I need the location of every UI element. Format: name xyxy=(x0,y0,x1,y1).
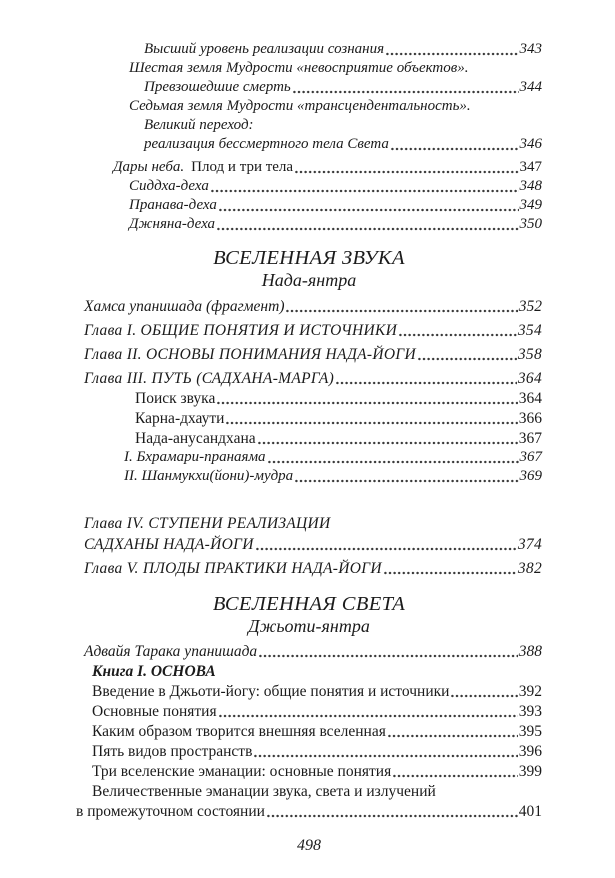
toc-page-number: 352 xyxy=(518,298,542,315)
toc-entry-text: Великий переход: xyxy=(144,117,254,133)
toc-page-number: 354 xyxy=(517,322,542,339)
toc-entry-text: реализация бессмертного тела Света xyxy=(144,136,389,152)
toc-page-number: 401 xyxy=(518,803,542,820)
toc-entry-text: Глава III. ПУТЬ (САДХАНА-МАРГА) xyxy=(84,370,335,387)
dot-leader xyxy=(286,309,517,313)
toc-entry xyxy=(135,408,542,428)
toc-entry xyxy=(124,448,542,467)
dot-leader xyxy=(384,571,517,575)
toc-page-number: 348 xyxy=(519,178,542,194)
toc-entry xyxy=(144,116,542,135)
toc-page-number: 369 xyxy=(519,468,542,484)
toc-page-number: 388 xyxy=(518,643,542,660)
toc-entry xyxy=(84,533,542,554)
toc-entry-text: Хамса упанишада (фрагмент) xyxy=(84,298,285,315)
toc-entry-text: Адвайя Тарака упанишада xyxy=(84,643,258,660)
toc-entry xyxy=(129,215,542,234)
toc-entry xyxy=(144,135,542,154)
toc-entry-text: Пять видов пространств xyxy=(92,743,253,760)
toc-entry xyxy=(144,78,542,97)
toc-entry xyxy=(84,319,542,340)
toc-entry xyxy=(92,781,542,801)
dot-leader xyxy=(391,147,519,151)
toc-entry xyxy=(92,761,542,781)
toc-entry xyxy=(84,343,542,364)
toc-entry xyxy=(129,59,542,78)
dot-leader xyxy=(256,547,517,551)
toc-page-number: 396 xyxy=(518,743,542,760)
section-heading-light xyxy=(76,592,542,636)
toc-page-number: 344 xyxy=(519,79,542,95)
toc-page-number: 364 xyxy=(518,390,542,407)
toc-entry xyxy=(92,741,542,761)
section-heading-sound xyxy=(76,246,542,290)
toc-page-number: 364 xyxy=(517,370,542,387)
toc-entry-text: Каким образом творится внешняя вселенная xyxy=(92,723,386,740)
toc-entry-text: Три вселенские эманации: основные понятия xyxy=(92,763,392,780)
toc-page-number: 395 xyxy=(518,723,542,740)
dot-leader xyxy=(451,694,517,698)
dot-leader xyxy=(254,754,517,758)
dot-leader xyxy=(293,90,519,94)
section-title: ВСЕЛЕННАЯ СВЕТА xyxy=(212,593,406,615)
dot-leader xyxy=(217,227,518,231)
toc-entry-text: Высший уровень реализации сознания xyxy=(144,41,385,57)
dot-leader xyxy=(219,714,518,718)
toc-page-number: 392 xyxy=(518,683,542,700)
toc-entry-text: Нада-анусандхана xyxy=(135,430,256,447)
toc-page-number: 367 xyxy=(518,430,542,447)
toc-entry xyxy=(84,512,542,533)
dot-leader xyxy=(219,208,519,212)
dot-leader xyxy=(336,381,517,385)
toc-entry xyxy=(92,681,542,701)
toc-entry-text: Сиддха-деха xyxy=(129,178,209,194)
toc-entry-text: II. Шанмукхи(йони)-мудра xyxy=(124,468,294,484)
toc-page-number: 350 xyxy=(519,216,542,232)
toc-entry xyxy=(84,557,542,578)
dot-leader xyxy=(258,441,518,445)
dot-leader xyxy=(388,734,518,738)
dot-leader xyxy=(217,401,517,405)
dot-leader xyxy=(211,189,519,193)
toc-page-number: 366 xyxy=(518,410,542,427)
toc-entry xyxy=(129,177,542,196)
toc-entry xyxy=(92,721,542,741)
toc-entry-text: Карна-дхаути xyxy=(135,410,225,427)
toc-entry-text: Глава II. ОСНОВЫ ПОНИМАНИЯ НАДА-ЙОГИ xyxy=(84,346,416,363)
toc-entry-text-italic: Дары неба. xyxy=(113,159,185,175)
dot-leader xyxy=(268,460,519,464)
toc-entry-text: Величественные эманации звука, света и излучений xyxy=(92,783,436,800)
toc-entry-text: Седьмая земля Мудрости «трансцендентальность». xyxy=(129,98,471,114)
toc-entry xyxy=(113,158,542,177)
toc-page-number: 374 xyxy=(517,536,542,553)
toc-entry xyxy=(135,388,542,408)
section-subtitle: Нада-янтра xyxy=(261,270,357,290)
toc-entry xyxy=(76,801,542,821)
folio-page-number: 498 xyxy=(297,837,321,854)
toc-entry-text: САДХАНЫ НАДА-ЙОГИ xyxy=(84,536,254,553)
dot-leader xyxy=(418,357,517,361)
toc-page-number: 382 xyxy=(517,560,542,577)
dot-leader xyxy=(399,333,517,337)
toc-entry-text: I. Бхрамари-пранаяма xyxy=(124,449,266,465)
toc-entry-text: Глава IV. СТУПЕНИ РЕАЛИЗАЦИИ xyxy=(84,515,331,532)
toc-entry-text: Джняна-деха xyxy=(129,216,216,232)
toc-entry xyxy=(92,701,542,721)
toc-page-number: 349 xyxy=(519,197,542,213)
toc-entry-text: Введение в Джьоти-йогу: общие понятия и источники xyxy=(92,683,450,700)
toc-page-number: 367 xyxy=(519,449,542,465)
toc-entry-text: Шестая земля Мудрости «невосприятие объектов». xyxy=(129,60,469,76)
toc-entry xyxy=(129,196,542,215)
dot-leader xyxy=(259,654,518,658)
toc-entry-text: Книга I. ОСНОВА xyxy=(92,663,216,680)
toc-page-number: 343 xyxy=(519,41,542,57)
toc-entry xyxy=(84,296,542,316)
dot-leader xyxy=(295,170,518,174)
dot-leader xyxy=(386,52,518,56)
toc-page-number: 399 xyxy=(518,763,542,780)
section-subtitle: Джьоти-янтра xyxy=(248,616,370,636)
dot-leader xyxy=(267,814,518,818)
dot-leader xyxy=(295,479,518,483)
toc-entry-text: Пранава-деха xyxy=(129,197,217,213)
toc-entry xyxy=(84,367,542,388)
toc-entry xyxy=(124,467,542,486)
toc-page-number: 347 xyxy=(519,159,542,175)
toc-entry-text: Поиск звука xyxy=(135,390,216,407)
section-title: ВСЕЛЕННАЯ ЗВУКА xyxy=(213,247,405,269)
toc-entry-text: Основные понятия xyxy=(92,703,217,720)
dot-leader xyxy=(393,774,518,778)
toc-entry-text: Глава V. ПЛОДЫ ПРАКТИКИ НАДА-ЙОГИ xyxy=(84,560,382,577)
toc-entry-text: Глава I. ОБЩИЕ ПОНЯТИЯ И ИСТОЧНИКИ xyxy=(84,322,398,339)
toc-entry xyxy=(84,641,542,661)
toc-entry xyxy=(129,97,542,116)
toc-page-number: 393 xyxy=(518,703,542,720)
toc-entry xyxy=(135,428,542,448)
toc-page-number: 346 xyxy=(519,136,542,152)
toc-entry-text-roman: Плод и три тела xyxy=(191,159,294,175)
dot-leader xyxy=(226,421,517,425)
toc-entry xyxy=(92,661,542,681)
toc-entry xyxy=(144,40,542,59)
toc-page-number: 358 xyxy=(517,346,542,363)
toc-entry-text: Превзошедшие смерть xyxy=(144,79,291,95)
toc-entry-text: в промежуточном состоянии xyxy=(76,803,265,820)
